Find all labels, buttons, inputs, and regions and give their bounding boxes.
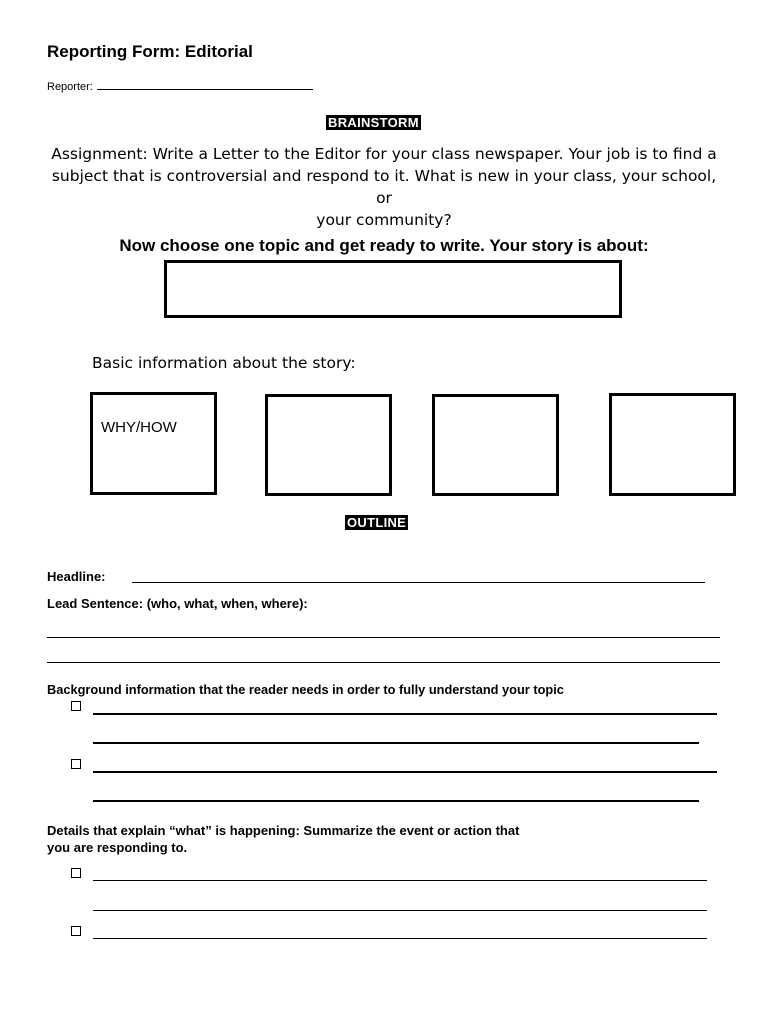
lead-label: Lead Sentence: (who, what, when, where): xyxy=(47,596,308,611)
brainstorm-banner: BRAINSTORM xyxy=(328,115,419,130)
background-label: Background information that the reader needs in order to fully understand your topic xyxy=(47,682,564,697)
basic-info-label: Basic information about the story: xyxy=(92,354,356,372)
lead-line-1[interactable] xyxy=(47,637,720,638)
lead-line-2[interactable] xyxy=(47,662,720,663)
info-box-2[interactable] xyxy=(265,394,392,496)
info-box-3[interactable] xyxy=(432,394,559,496)
outline-banner: OUTLINE xyxy=(347,515,407,530)
details-checkbox-2[interactable] xyxy=(71,926,81,936)
details-label-line-1: Details that explain “what” is happening: Summarize the event or action that xyxy=(47,823,520,838)
details-checkbox-1[interactable] xyxy=(71,868,81,878)
page-title: Reporting Form: Editorial xyxy=(47,42,253,61)
reporter-field xyxy=(47,80,313,93)
background-checkbox-2[interactable] xyxy=(71,759,81,769)
info-box-why-how[interactable] xyxy=(90,392,217,495)
headline-line[interactable] xyxy=(132,582,705,583)
details-line-3[interactable] xyxy=(93,938,707,939)
assignment-line-1: Assignment: Write a Letter to the Editor for your class newspaper. Your job is to find a xyxy=(51,145,717,163)
background-line-1[interactable] xyxy=(93,713,717,715)
assignment-text xyxy=(50,143,718,231)
topic-box[interactable] xyxy=(164,260,622,318)
headline-label: Headline: xyxy=(47,569,106,584)
background-checkbox-1[interactable] xyxy=(71,701,81,711)
details-label-line-2: you are responding to. xyxy=(47,840,188,855)
background-line-3[interactable] xyxy=(93,771,717,773)
assignment-line-2: subject that is controversial and respond to it. What is new in your class, your school, or xyxy=(51,167,717,207)
details-line-1[interactable] xyxy=(93,880,707,881)
topic-prompt: Now choose one topic and get ready to write. Your story is about: xyxy=(119,236,649,255)
background-line-4[interactable] xyxy=(93,800,699,802)
why-how-label: WHY/HOW xyxy=(101,419,177,436)
reporter-label: Reporter: xyxy=(47,81,93,93)
info-box-4[interactable] xyxy=(609,393,736,496)
reporter-input-line[interactable] xyxy=(97,80,313,90)
details-label xyxy=(47,822,519,856)
details-line-2[interactable] xyxy=(93,910,707,911)
assignment-line-3: your community? xyxy=(316,211,452,229)
background-line-2[interactable] xyxy=(93,742,699,744)
